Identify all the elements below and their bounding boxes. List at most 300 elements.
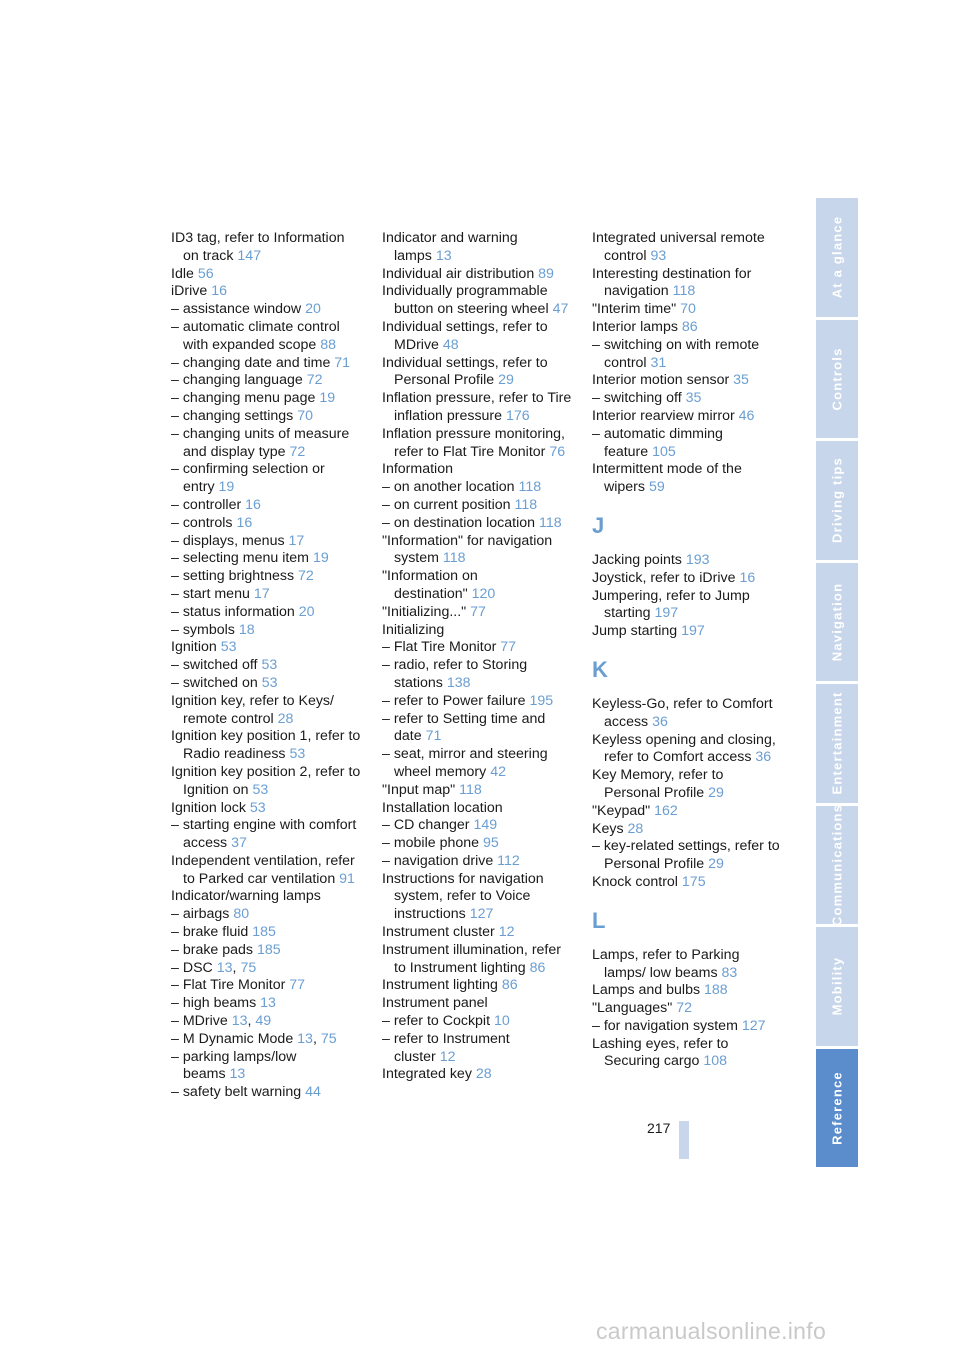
page-link[interactable]: 53 (249, 799, 266, 816)
index-term: – symbols (171, 621, 235, 638)
index-term: – switching on with remote control (592, 336, 760, 371)
page-number: 217 (647, 1120, 671, 1136)
page-link[interactable]: 46 (738, 407, 755, 424)
page-link[interactable]: 77 (289, 977, 306, 994)
index-entry (592, 337, 782, 373)
page-link[interactable]: 16 (245, 496, 261, 513)
page-link[interactable]: 53 (289, 746, 306, 763)
index-term: – high beams (171, 995, 257, 1012)
index-term: Keyless-Go, refer to Comfort access (592, 695, 773, 730)
index-term: – Flat Tire Monitor (382, 639, 497, 656)
index-entry (382, 871, 572, 924)
section-tab[interactable] (816, 441, 858, 560)
page-link[interactable]: 118 (459, 781, 482, 798)
index-term: Ignition key, refer to Keys/ remote control (171, 692, 334, 727)
index-term: "Input map" (382, 781, 456, 798)
index-entry: – DSC 13, 75 (171, 959, 257, 976)
page-link[interactable]: 76 (549, 443, 566, 460)
page-link[interactable]: 20 (298, 603, 315, 620)
page-link[interactable]: 35 (733, 372, 749, 389)
index-term: Lamps, refer to Parking lamps/ low beams (592, 946, 740, 981)
index-entry (592, 1000, 782, 1018)
page-link[interactable]: 197 (654, 605, 679, 622)
index-entry (171, 461, 361, 497)
page-link[interactable]: 19 (218, 479, 235, 496)
section-tab-label: At a glance (829, 215, 845, 299)
index-entry (171, 266, 361, 284)
index-entry (382, 622, 572, 640)
page-link[interactable]: 72 (676, 1000, 693, 1017)
index-term: "Languages" (592, 1000, 673, 1017)
page-link[interactable]: 80 (233, 906, 250, 923)
index-entry (171, 301, 361, 319)
index-term: Knock control (592, 873, 678, 890)
index-entry (171, 319, 361, 355)
index-term: – confirming selection or entry (171, 461, 325, 496)
page-link[interactable]: 47 (552, 301, 569, 318)
index-entry (171, 817, 361, 853)
index-term: Key Memory, refer to Personal Profile (592, 767, 724, 801)
index-entry (592, 266, 782, 302)
index-term: – on destination location (382, 514, 536, 531)
index-entry (382, 479, 572, 497)
page-link[interactable]: 42 (490, 763, 506, 780)
index-term: Instrument illumination, refer to Instrument lighting (382, 941, 561, 976)
page-link[interactable]: 86 (501, 977, 518, 994)
page-link[interactable]: 13 (229, 1066, 246, 1083)
index-entry (592, 301, 782, 319)
index-entry (171, 675, 361, 693)
page-link[interactable]: 195 (529, 692, 554, 709)
section-tab[interactable] (816, 684, 858, 803)
page-link[interactable]: 127 (469, 906, 494, 923)
index-term: Lamps and bulbs (592, 982, 701, 999)
index-entry (382, 835, 572, 853)
page-link[interactable]: 17 (253, 585, 270, 602)
index-entry (382, 390, 572, 426)
section-tab-label: Entertainment (829, 691, 845, 795)
page-link[interactable]: 118 (518, 479, 542, 496)
index-entry (382, 782, 572, 800)
index-entry (592, 767, 782, 803)
index-entry (592, 696, 782, 732)
index-entry (382, 515, 572, 533)
page-link[interactable]: 193 (685, 551, 710, 568)
page-link[interactable]: 91 (339, 870, 355, 887)
index-term: Inflation pressure monitoring, refer to Flat Tire Monitor (382, 425, 565, 460)
page-link[interactable]: 31 (650, 354, 667, 371)
page-link[interactable]: 28 (277, 710, 294, 727)
page-link[interactable]: 20 (305, 301, 321, 318)
page-link[interactable]: 72 (289, 443, 306, 460)
index-term: – refer to Power failure (382, 692, 526, 709)
page-link[interactable]: 10 (493, 1013, 510, 1030)
index-entry (171, 995, 361, 1013)
index-term: – airbags (171, 906, 230, 923)
page-link[interactable]: 13 (435, 247, 452, 264)
page-link[interactable]: 118 (538, 514, 562, 531)
page-link[interactable]: 12 (498, 924, 515, 941)
index-entry (382, 497, 572, 515)
index-term: Integrated key (382, 1066, 472, 1083)
page-number-bar (679, 1121, 689, 1159)
page-link[interactable]: 18 (238, 621, 255, 638)
page-link[interactable]: 185 (252, 924, 276, 941)
index-entry (171, 586, 361, 604)
index-term: Interior rearview mirror (592, 407, 735, 424)
index-entry (171, 977, 361, 995)
page-link[interactable]: 35 (685, 390, 702, 407)
index-term: "Interim time" (592, 301, 677, 318)
page-link[interactable]: 185 (256, 941, 281, 958)
index-entry (592, 732, 782, 768)
page-link[interactable]: 149 (473, 817, 498, 834)
index-term: – selecting menu item (171, 550, 310, 567)
index-entry (382, 817, 572, 835)
index-entry (592, 982, 782, 1000)
index-term: Individual settings, refer to MDrive (382, 318, 548, 353)
index-term: – changing menu page (171, 390, 316, 407)
page-link[interactable]: 29 (708, 856, 724, 873)
index-entry (382, 283, 572, 319)
page-link[interactable]: 16 (236, 514, 253, 531)
index-entry (171, 728, 361, 764)
index-entry (382, 319, 572, 355)
index-entry (171, 426, 361, 462)
index-entry (382, 533, 572, 569)
page-link[interactable]: 72 (306, 372, 323, 389)
index-entry (171, 1049, 361, 1085)
index-term: – brake pads (171, 941, 254, 958)
index-term: Joystick, refer to iDrive (592, 569, 736, 586)
section-tab-label: Navigation (829, 582, 845, 661)
index-entry (592, 1036, 782, 1072)
index-entry (171, 1084, 361, 1102)
index-term: – Flat Tire Monitor (171, 977, 286, 994)
index-entry (592, 319, 782, 337)
index-term: Idle (171, 265, 194, 282)
page-link[interactable]: 118 (672, 283, 696, 300)
page-link[interactable]: 29 (708, 784, 724, 801)
index-term: – mobile phone (382, 835, 480, 852)
page-link[interactable]: 49 (255, 1013, 272, 1030)
page-link[interactable]: 77 (500, 639, 517, 656)
index-entry (171, 906, 361, 924)
index-entry (171, 515, 361, 533)
page-link[interactable]: 108 (703, 1053, 728, 1070)
section-tab-label: Controls (829, 347, 845, 411)
index-entry (592, 838, 782, 874)
index-term: Instrument cluster (382, 924, 495, 941)
index-term: Interesting destination for navigation (592, 265, 752, 300)
page-link[interactable]: 48 (442, 336, 459, 353)
index-entry (171, 390, 361, 408)
page-link[interactable]: 175 (681, 873, 706, 890)
index-term: – switching off (592, 390, 682, 407)
section-tab[interactable] (816, 563, 858, 682)
page-link[interactable]: 89 (538, 265, 554, 282)
index-term: Interior motion sensor (592, 372, 730, 389)
page-link[interactable]: 16 (739, 569, 756, 586)
section-tab-label: Driving tips (829, 457, 845, 544)
index-entry (592, 570, 782, 588)
index-term: "Initializing..." (382, 603, 467, 620)
index-term: – switched on (171, 674, 258, 691)
page-link[interactable]: 93 (650, 247, 667, 264)
index-term: – displays, menus (171, 532, 285, 549)
index-term: Independent ventilation, refer to Parked car ventilation (171, 852, 355, 887)
page-link[interactable]: 29 (498, 372, 514, 389)
section-tabs (816, 198, 858, 1160)
index-term: – starting engine with comfort access (171, 817, 357, 852)
page-link[interactable]: 36 (755, 749, 772, 766)
page-link[interactable]: 12 (439, 1048, 456, 1065)
section-tab[interactable] (816, 198, 858, 317)
index-entry (592, 588, 782, 624)
page-link[interactable]: 127 (741, 1017, 766, 1034)
page-link[interactable]: 16 (211, 283, 227, 300)
index-term: – seat, mirror and steering wheel memory (382, 746, 548, 780)
index-entry (592, 230, 782, 266)
page-link[interactable]: 71 (334, 354, 351, 371)
index-entry (382, 639, 572, 657)
index-entry (382, 693, 572, 711)
index-entry (171, 693, 361, 729)
index-entry (171, 800, 361, 818)
index-term: – parking lamps/low beams (171, 1048, 297, 1083)
page-link[interactable]: 83 (721, 964, 738, 981)
page-link[interactable]: 70 (680, 301, 696, 318)
section-tab[interactable] (816, 320, 858, 439)
index-term: Ignition key position 2, refer to Ignition on (171, 763, 361, 798)
index-entry (171, 355, 361, 373)
index-entry (592, 372, 782, 390)
index-entry (592, 623, 782, 641)
index-term: Initializing (382, 621, 445, 638)
page-link[interactable]: 118 (514, 496, 538, 513)
index-entry (171, 408, 361, 426)
page-link[interactable]: 44 (305, 1084, 321, 1101)
index-entry (382, 711, 572, 747)
index-term: Lashing eyes, refer to Securing cargo (592, 1035, 729, 1070)
index-term: Ignition lock (171, 799, 246, 816)
index-term: ID3 tag, refer to Information on track (171, 230, 345, 264)
section-tab[interactable] (816, 1049, 858, 1168)
index-entry (171, 942, 361, 960)
index-column-2 (382, 230, 572, 1084)
index-column-3 (592, 230, 782, 1071)
index-term: – key-related settings, refer to Personal Profile (592, 838, 780, 873)
index-term: – for navigation system (592, 1017, 738, 1034)
index-term: Individual air distribution (382, 265, 535, 282)
index-entry (171, 888, 361, 906)
index-entry (592, 803, 782, 821)
index-entry (592, 426, 782, 462)
index-letter-heading: L (592, 907, 606, 933)
index-entry: – M Dynamic Mode 13, 75 (171, 1030, 337, 1047)
index-term: – on current position (382, 496, 511, 513)
page-link[interactable]: 86 (529, 959, 546, 976)
page-link[interactable]: 13 (231, 1013, 248, 1030)
index-entry (382, 942, 572, 978)
index-term: "Keypad" (592, 802, 651, 819)
index-entry (382, 800, 572, 818)
index-entry (382, 461, 572, 479)
index-term: Inflation pressure, refer to Tire inflation pressure (382, 390, 572, 424)
index-entry (382, 1066, 572, 1084)
index-term: – start menu (171, 585, 250, 602)
page-link[interactable]: 88 (320, 336, 337, 353)
index-term: – refer to Setting time and date (382, 710, 546, 745)
index-entry (171, 622, 361, 640)
index-entry (382, 977, 572, 995)
index-term: – safety belt warning (171, 1084, 302, 1101)
page-link[interactable]: 13 (216, 959, 233, 976)
section-tab-label: Mobility (829, 956, 845, 1016)
index-term: – controller (171, 496, 242, 513)
index-entry (171, 550, 361, 568)
index-term: – M Dynamic Mode (171, 1030, 294, 1047)
page-link[interactable]: 28 (475, 1066, 492, 1083)
index-term: Jumpering, refer to Jump starting (592, 587, 750, 622)
index-term: iDrive (171, 283, 208, 300)
page-link[interactable]: 138 (446, 674, 471, 691)
index-entry (592, 461, 782, 497)
page-link[interactable]: 75 (240, 959, 257, 976)
page-link[interactable]: 53 (220, 639, 237, 656)
page-link[interactable]: 75 (320, 1030, 337, 1047)
index-entry (592, 1018, 782, 1036)
index-term: – changing settings (171, 407, 294, 424)
index-term: – brake fluid (171, 924, 249, 941)
watermark: carmanualsonline.info (596, 1318, 827, 1344)
index-term: – CD changer (382, 817, 470, 834)
index-entry (171, 230, 361, 266)
index-entry (382, 1013, 572, 1031)
index-entry (382, 995, 572, 1013)
index-entry (382, 266, 572, 284)
page-link[interactable]: 120 (471, 585, 496, 602)
page-link[interactable]: 71 (425, 728, 442, 745)
page-link[interactable]: 162 (654, 802, 678, 819)
index-letter-heading: K (592, 656, 608, 682)
index-term: – changing language (171, 372, 303, 389)
index-entry (592, 552, 782, 570)
index-entry (171, 924, 361, 942)
index-entry (382, 355, 572, 391)
index-term: – refer to Instrument cluster (382, 1030, 510, 1065)
index-entry (171, 283, 361, 301)
index-letter-heading: J (592, 512, 605, 538)
index-term: Interior lamps (592, 318, 678, 335)
index-term: – DSC (171, 959, 213, 976)
index-term: Intermittent mode of the wipers (592, 461, 742, 496)
index-term: – assistance window (171, 301, 302, 318)
section-tab-label: Communications (829, 803, 845, 926)
page-link[interactable]: 86 (681, 318, 698, 335)
page-link[interactable]: 105 (652, 443, 676, 460)
page-link[interactable]: 53 (252, 781, 269, 798)
index-term: – radio, refer to Storing stations (382, 657, 528, 691)
index-term: – changing date and time (171, 354, 331, 371)
index-entry (382, 230, 572, 266)
index-term: – status information (171, 603, 295, 620)
index-entry (382, 657, 572, 693)
page-link[interactable]: 197 (681, 623, 705, 640)
index-term: Keyless opening and closing, refer to Comfort access (592, 731, 776, 766)
page-link[interactable]: 56 (197, 265, 214, 282)
page-link[interactable]: 72 (298, 568, 314, 585)
page-link[interactable]: 188 (704, 982, 728, 999)
index-term: – refer to Cockpit (382, 1013, 491, 1030)
page-link[interactable]: 17 (288, 532, 305, 549)
page-link[interactable]: 95 (482, 835, 499, 852)
index-term: Information (382, 461, 453, 478)
index-term: – changing units of measure and display type (171, 425, 350, 460)
index-entry (382, 746, 572, 782)
page-link[interactable]: 176 (506, 407, 530, 424)
page-link[interactable]: 13 (260, 995, 276, 1012)
index-term: – navigation drive (382, 852, 494, 869)
index-column-1 (171, 230, 361, 1102)
page-link[interactable]: 77 (470, 603, 486, 620)
index-entry (382, 604, 572, 622)
index-term: Instructions for navigation system, refer to Voice instructions (382, 870, 544, 923)
index-entry (592, 408, 782, 426)
page-link[interactable]: 28 (627, 820, 644, 837)
page-link[interactable]: 37 (231, 835, 247, 852)
page-link[interactable]: 19 (312, 550, 329, 567)
page-link[interactable]: 118 (442, 550, 466, 567)
index-term: – setting brightness (171, 568, 295, 585)
section-tab[interactable] (816, 927, 858, 1046)
section-tab-label: Reference (829, 1070, 845, 1145)
page-link[interactable]: 13 (297, 1030, 313, 1047)
index-term: Individual settings, refer to Personal Profile (382, 354, 548, 389)
index-entry (171, 657, 361, 675)
section-tab[interactable] (816, 803, 858, 926)
index-entry (592, 874, 782, 892)
index-term: Jacking points (592, 551, 682, 568)
index-term: Keys (592, 820, 624, 837)
index-entry (171, 568, 361, 586)
page-link[interactable]: 59 (648, 479, 665, 496)
index-entry (171, 853, 361, 889)
page-link[interactable]: 70 (297, 407, 313, 424)
page-link[interactable]: 53 (261, 674, 278, 691)
index-term: – MDrive (171, 1013, 228, 1030)
page-link[interactable]: 147 (237, 247, 262, 264)
index-term: – automatic climate control with expanded scope (171, 318, 340, 353)
index-entry (592, 390, 782, 408)
page-link[interactable]: 112 (497, 852, 520, 869)
index-entry (382, 924, 572, 942)
index-entry (171, 639, 361, 657)
index-entry (171, 604, 361, 622)
index-entry (171, 497, 361, 515)
index-term: Indicator/warning lamps (171, 888, 321, 905)
index-term: "Information" for navigation system (382, 532, 553, 567)
index-entry (592, 947, 782, 983)
index-entry (382, 853, 572, 871)
index-term: – switched off (171, 657, 258, 674)
index-term: Instrument lighting (382, 977, 498, 994)
page-link[interactable]: 19 (319, 390, 336, 407)
page-link[interactable]: 36 (652, 713, 668, 730)
page-link[interactable]: 53 (261, 657, 278, 674)
index-term: Installation location (382, 799, 503, 816)
index-entry (592, 821, 782, 839)
